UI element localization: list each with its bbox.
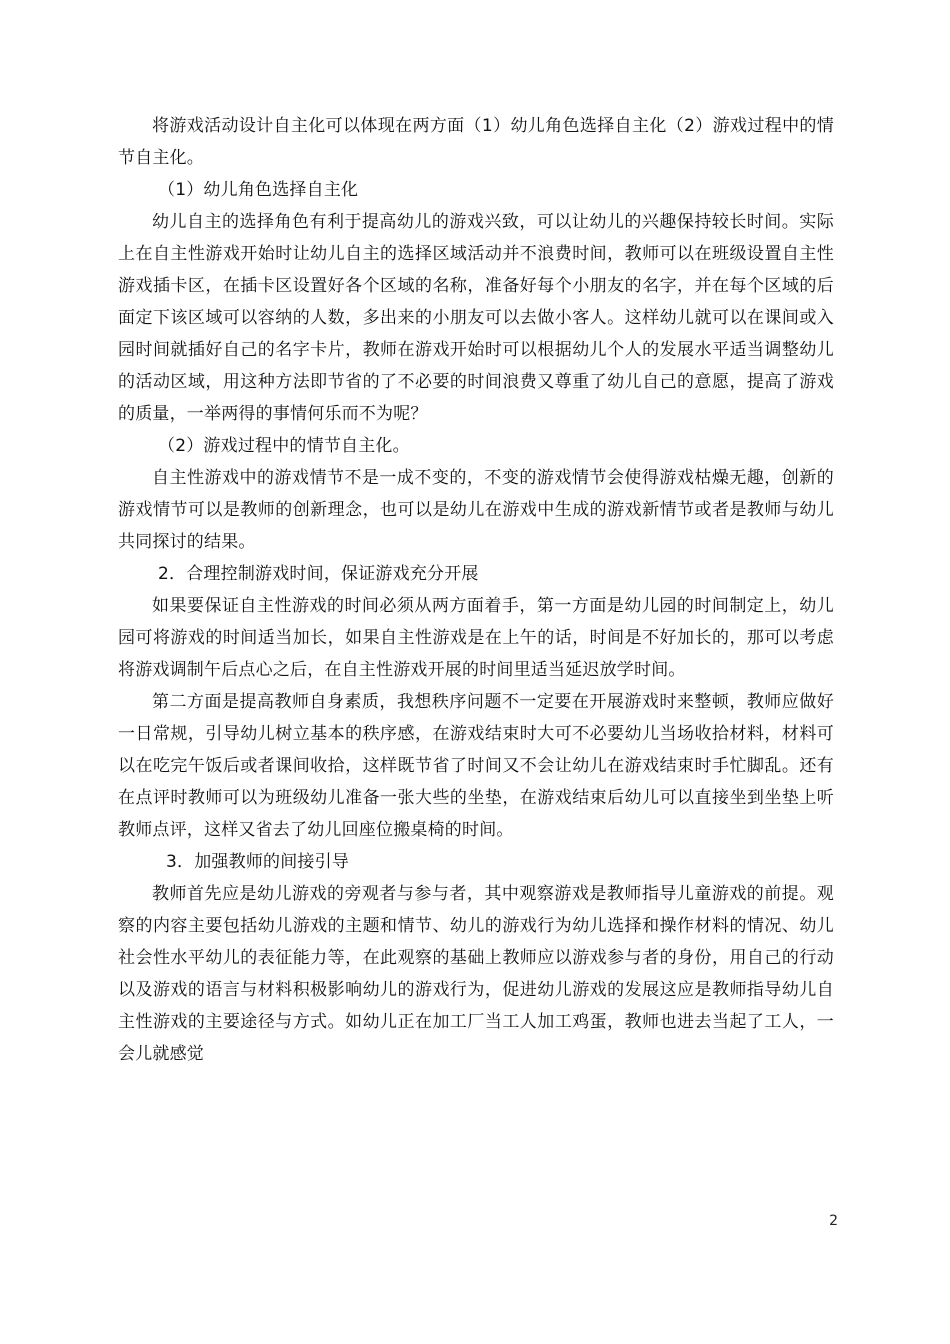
document-body (118, 110, 834, 1070)
paragraph-time-second: 第二方面是提高教师自身素质，我想秩序问题不一定要在开展游戏时来整顿，教师应做好一日常规，引导幼儿树立基本的秩序感，在游戏结束时大可不必要幼儿当场收拾材料，材料可以在吃完午饭后或者课间收拾，这样既节省了时间又不会让幼儿在游戏结束时手忙脚乱。还有在点评时教师可以为班级幼儿准备一张大些的坐垫，在游戏结束后幼儿可以直接坐到坐垫上听教师点评，这样又省去了幼儿回座位搬桌椅的时间。 (118, 692, 834, 840)
paragraph-role-selection: 幼儿自主的选择角色有利于提高幼儿的游戏兴致，可以让幼儿的兴趣保持较长时间。实际上在自主性游戏开始时让幼儿自主的选择区域活动并不浪费时间，教师可以在班级设置自主性游戏插卡区，在插卡区设置好各个区域的名称，准备好每个小朋友的名字，并在每个区域的后面定下该区域可以容纳的人数，多出来的小朋友可以去做小客人。这样幼儿就可以在课间或入园时间就插好自己的名字卡片，教师在游戏开始时可以根据幼儿个人的发展水平适当调整幼儿的活动区域，用这种方法即节省的了不必要的时间浪费又尊重了幼儿自己的意愿，提高了游戏的质量，一举两得的事情何乐而不为呢？ (118, 212, 834, 424)
paragraph-time-first: 如果要保证自主性游戏的时间必须从两方面着手，第一方面是幼儿园的时间制定上，幼儿园可将游戏的时间适当加长，如果自主性游戏是在上午的话，时间是不好加长的，那可以考虑将游戏调制午后点心之后，在自主性游戏开展的时间里适当延迟放学时间。 (118, 596, 834, 680)
paragraph-indirect-guidance: 教师首先应是幼儿游戏的旁观者与参与者，其中观察游戏是教师指导儿童游戏的前提。观察的内容主要包括幼儿游戏的主题和情节、幼儿的游戏行为幼儿选择和操作材料的情况、幼儿社会性水平幼儿的表征能力等，在此观察的基础上教师应以游戏参与者的身份，用自己的行动以及游戏的语言与材料积极影响幼儿的游戏行为，促进幼儿游戏的发展这应是教师指导幼儿自主性游戏的主要途径与方式。如幼儿正在加工厂当工人加工鸡蛋，教师也进去当起了工人，一会儿就感觉 (118, 884, 834, 1064)
subheading-plot-autonomy: （2）游戏过程中的情节自主化。 (158, 436, 410, 456)
heading-time-control: 2．合理控制游戏时间，保证游戏充分开展 (158, 564, 479, 584)
heading-indirect-guidance: 3．加强教师的间接引导 (166, 852, 350, 872)
paragraph-intro: 将游戏活动设计自主化可以体现在两方面（1）幼儿角色选择自主化（2）游戏过程中的情节自主化。 (118, 116, 834, 168)
page-number: 2 (829, 1213, 838, 1229)
subheading-role-selection: （1）幼儿角色选择自主化 (158, 180, 359, 200)
paragraph-plot-autonomy: 自主性游戏中的游戏情节不是一成不变的，不变的游戏情节会使得游戏枯燥无趣，创新的游戏情节可以是教师的创新理念，也可以是幼儿在游戏中生成的游戏新情节或者是教师与幼儿共同探讨的结果。 (118, 468, 834, 552)
